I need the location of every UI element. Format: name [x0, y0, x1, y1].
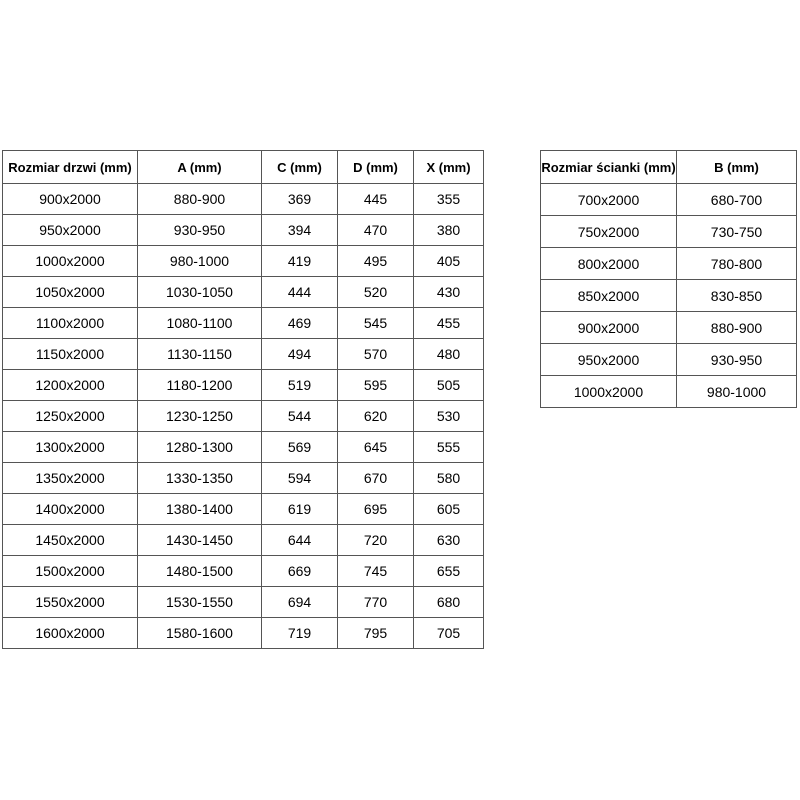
table-cell: 394	[262, 215, 338, 246]
table-row	[3, 184, 484, 215]
table-cell: 880-900	[677, 312, 797, 344]
table-row	[3, 587, 484, 618]
table-cell: 570	[338, 339, 414, 370]
table-cell: 405	[414, 246, 484, 277]
table-cell: 780-800	[677, 248, 797, 280]
column-header: Rozmiar ścianki (mm)	[541, 151, 677, 184]
table-cell: 544	[262, 401, 338, 432]
table-row	[541, 312, 797, 344]
table-cell: 1130-1150	[138, 339, 262, 370]
table-cell: 1330-1350	[138, 463, 262, 494]
table-cell: 1450x2000	[3, 525, 138, 556]
column-header: B (mm)	[677, 151, 797, 184]
table-cell: 469	[262, 308, 338, 339]
table-cell: 480	[414, 339, 484, 370]
table-cell: 720	[338, 525, 414, 556]
column-header: C (mm)	[262, 151, 338, 184]
column-header: Rozmiar drzwi (mm)	[3, 151, 138, 184]
table-cell: 555	[414, 432, 484, 463]
table-cell: 430	[414, 277, 484, 308]
table-row	[541, 280, 797, 312]
table-cell: 445	[338, 184, 414, 215]
table-cell: 1480-1500	[138, 556, 262, 587]
table-cell: 730-750	[677, 216, 797, 248]
table-cell: 900x2000	[541, 312, 677, 344]
table-cell: 1000x2000	[3, 246, 138, 277]
table-cell: 880-900	[138, 184, 262, 215]
table-cell: 644	[262, 525, 338, 556]
table-cell: 455	[414, 308, 484, 339]
table-cell: 1530-1550	[138, 587, 262, 618]
table-row	[3, 277, 484, 308]
table-cell: 655	[414, 556, 484, 587]
column-header: D (mm)	[338, 151, 414, 184]
table-row	[3, 618, 484, 649]
table-row	[541, 376, 797, 408]
table-cell: 770	[338, 587, 414, 618]
table-cell: 630	[414, 525, 484, 556]
table-cell: 519	[262, 370, 338, 401]
table-cell: 700x2000	[541, 184, 677, 216]
table-cell: 1500x2000	[3, 556, 138, 587]
table-cell: 619	[262, 494, 338, 525]
table-cell: 594	[262, 463, 338, 494]
table-cell: 1580-1600	[138, 618, 262, 649]
table-cell: 680	[414, 587, 484, 618]
table-cell: 470	[338, 215, 414, 246]
table-cell: 505	[414, 370, 484, 401]
table-cell: 1400x2000	[3, 494, 138, 525]
table-cell: 980-1000	[138, 246, 262, 277]
table-row	[3, 339, 484, 370]
table-cell: 705	[414, 618, 484, 649]
table-cell: 1380-1400	[138, 494, 262, 525]
table-cell: 950x2000	[3, 215, 138, 246]
table-cell: 530	[414, 401, 484, 432]
table-row	[3, 432, 484, 463]
table-row	[3, 556, 484, 587]
header-row	[541, 151, 797, 184]
table-cell: 1030-1050	[138, 277, 262, 308]
table-cell: 580	[414, 463, 484, 494]
table-row	[3, 308, 484, 339]
table-cell: 1280-1300	[138, 432, 262, 463]
table-cell: 355	[414, 184, 484, 215]
table-cell: 795	[338, 618, 414, 649]
table-cell: 930-950	[138, 215, 262, 246]
table-cell: 495	[338, 246, 414, 277]
table-cell: 1180-1200	[138, 370, 262, 401]
table-cell: 569	[262, 432, 338, 463]
column-header: A (mm)	[138, 151, 262, 184]
table-row	[541, 248, 797, 280]
wall-panel-sizes-table	[540, 150, 797, 408]
table-cell: 980-1000	[677, 376, 797, 408]
table-cell: 719	[262, 618, 338, 649]
table-cell: 620	[338, 401, 414, 432]
table-row	[3, 525, 484, 556]
table-cell: 645	[338, 432, 414, 463]
door-sizes-table	[2, 150, 484, 649]
table-row	[3, 370, 484, 401]
table-cell: 595	[338, 370, 414, 401]
table-cell: 930-950	[677, 344, 797, 376]
column-header: X (mm)	[414, 151, 484, 184]
table-row	[541, 344, 797, 376]
header-row	[3, 151, 484, 184]
table-cell: 1150x2000	[3, 339, 138, 370]
table-cell: 545	[338, 308, 414, 339]
table-row	[3, 494, 484, 525]
table-cell: 520	[338, 277, 414, 308]
table-cell: 494	[262, 339, 338, 370]
table-row	[3, 215, 484, 246]
table-cell: 750x2000	[541, 216, 677, 248]
table-cell: 369	[262, 184, 338, 215]
table-cell: 1200x2000	[3, 370, 138, 401]
table-cell: 950x2000	[541, 344, 677, 376]
table-row	[3, 401, 484, 432]
table-cell: 1230-1250	[138, 401, 262, 432]
table-cell: 444	[262, 277, 338, 308]
table-cell: 694	[262, 587, 338, 618]
table-cell: 1430-1450	[138, 525, 262, 556]
table-cell: 419	[262, 246, 338, 277]
table-cell: 669	[262, 556, 338, 587]
table-cell: 380	[414, 215, 484, 246]
table-cell: 745	[338, 556, 414, 587]
table-cell: 850x2000	[541, 280, 677, 312]
table-cell: 1300x2000	[3, 432, 138, 463]
table-cell: 1550x2000	[3, 587, 138, 618]
table-cell: 680-700	[677, 184, 797, 216]
table-cell: 1000x2000	[541, 376, 677, 408]
table-cell: 605	[414, 494, 484, 525]
table-cell: 1050x2000	[3, 277, 138, 308]
table-cell: 900x2000	[3, 184, 138, 215]
table-cell: 800x2000	[541, 248, 677, 280]
table-cell: 1250x2000	[3, 401, 138, 432]
table-cell: 695	[338, 494, 414, 525]
table-cell: 830-850	[677, 280, 797, 312]
table-row	[3, 246, 484, 277]
table-cell: 670	[338, 463, 414, 494]
table-cell: 1100x2000	[3, 308, 138, 339]
table-row	[541, 184, 797, 216]
table-row	[3, 463, 484, 494]
table-cell: 1080-1100	[138, 308, 262, 339]
table-cell: 1600x2000	[3, 618, 138, 649]
table-cell: 1350x2000	[3, 463, 138, 494]
table-row	[541, 216, 797, 248]
